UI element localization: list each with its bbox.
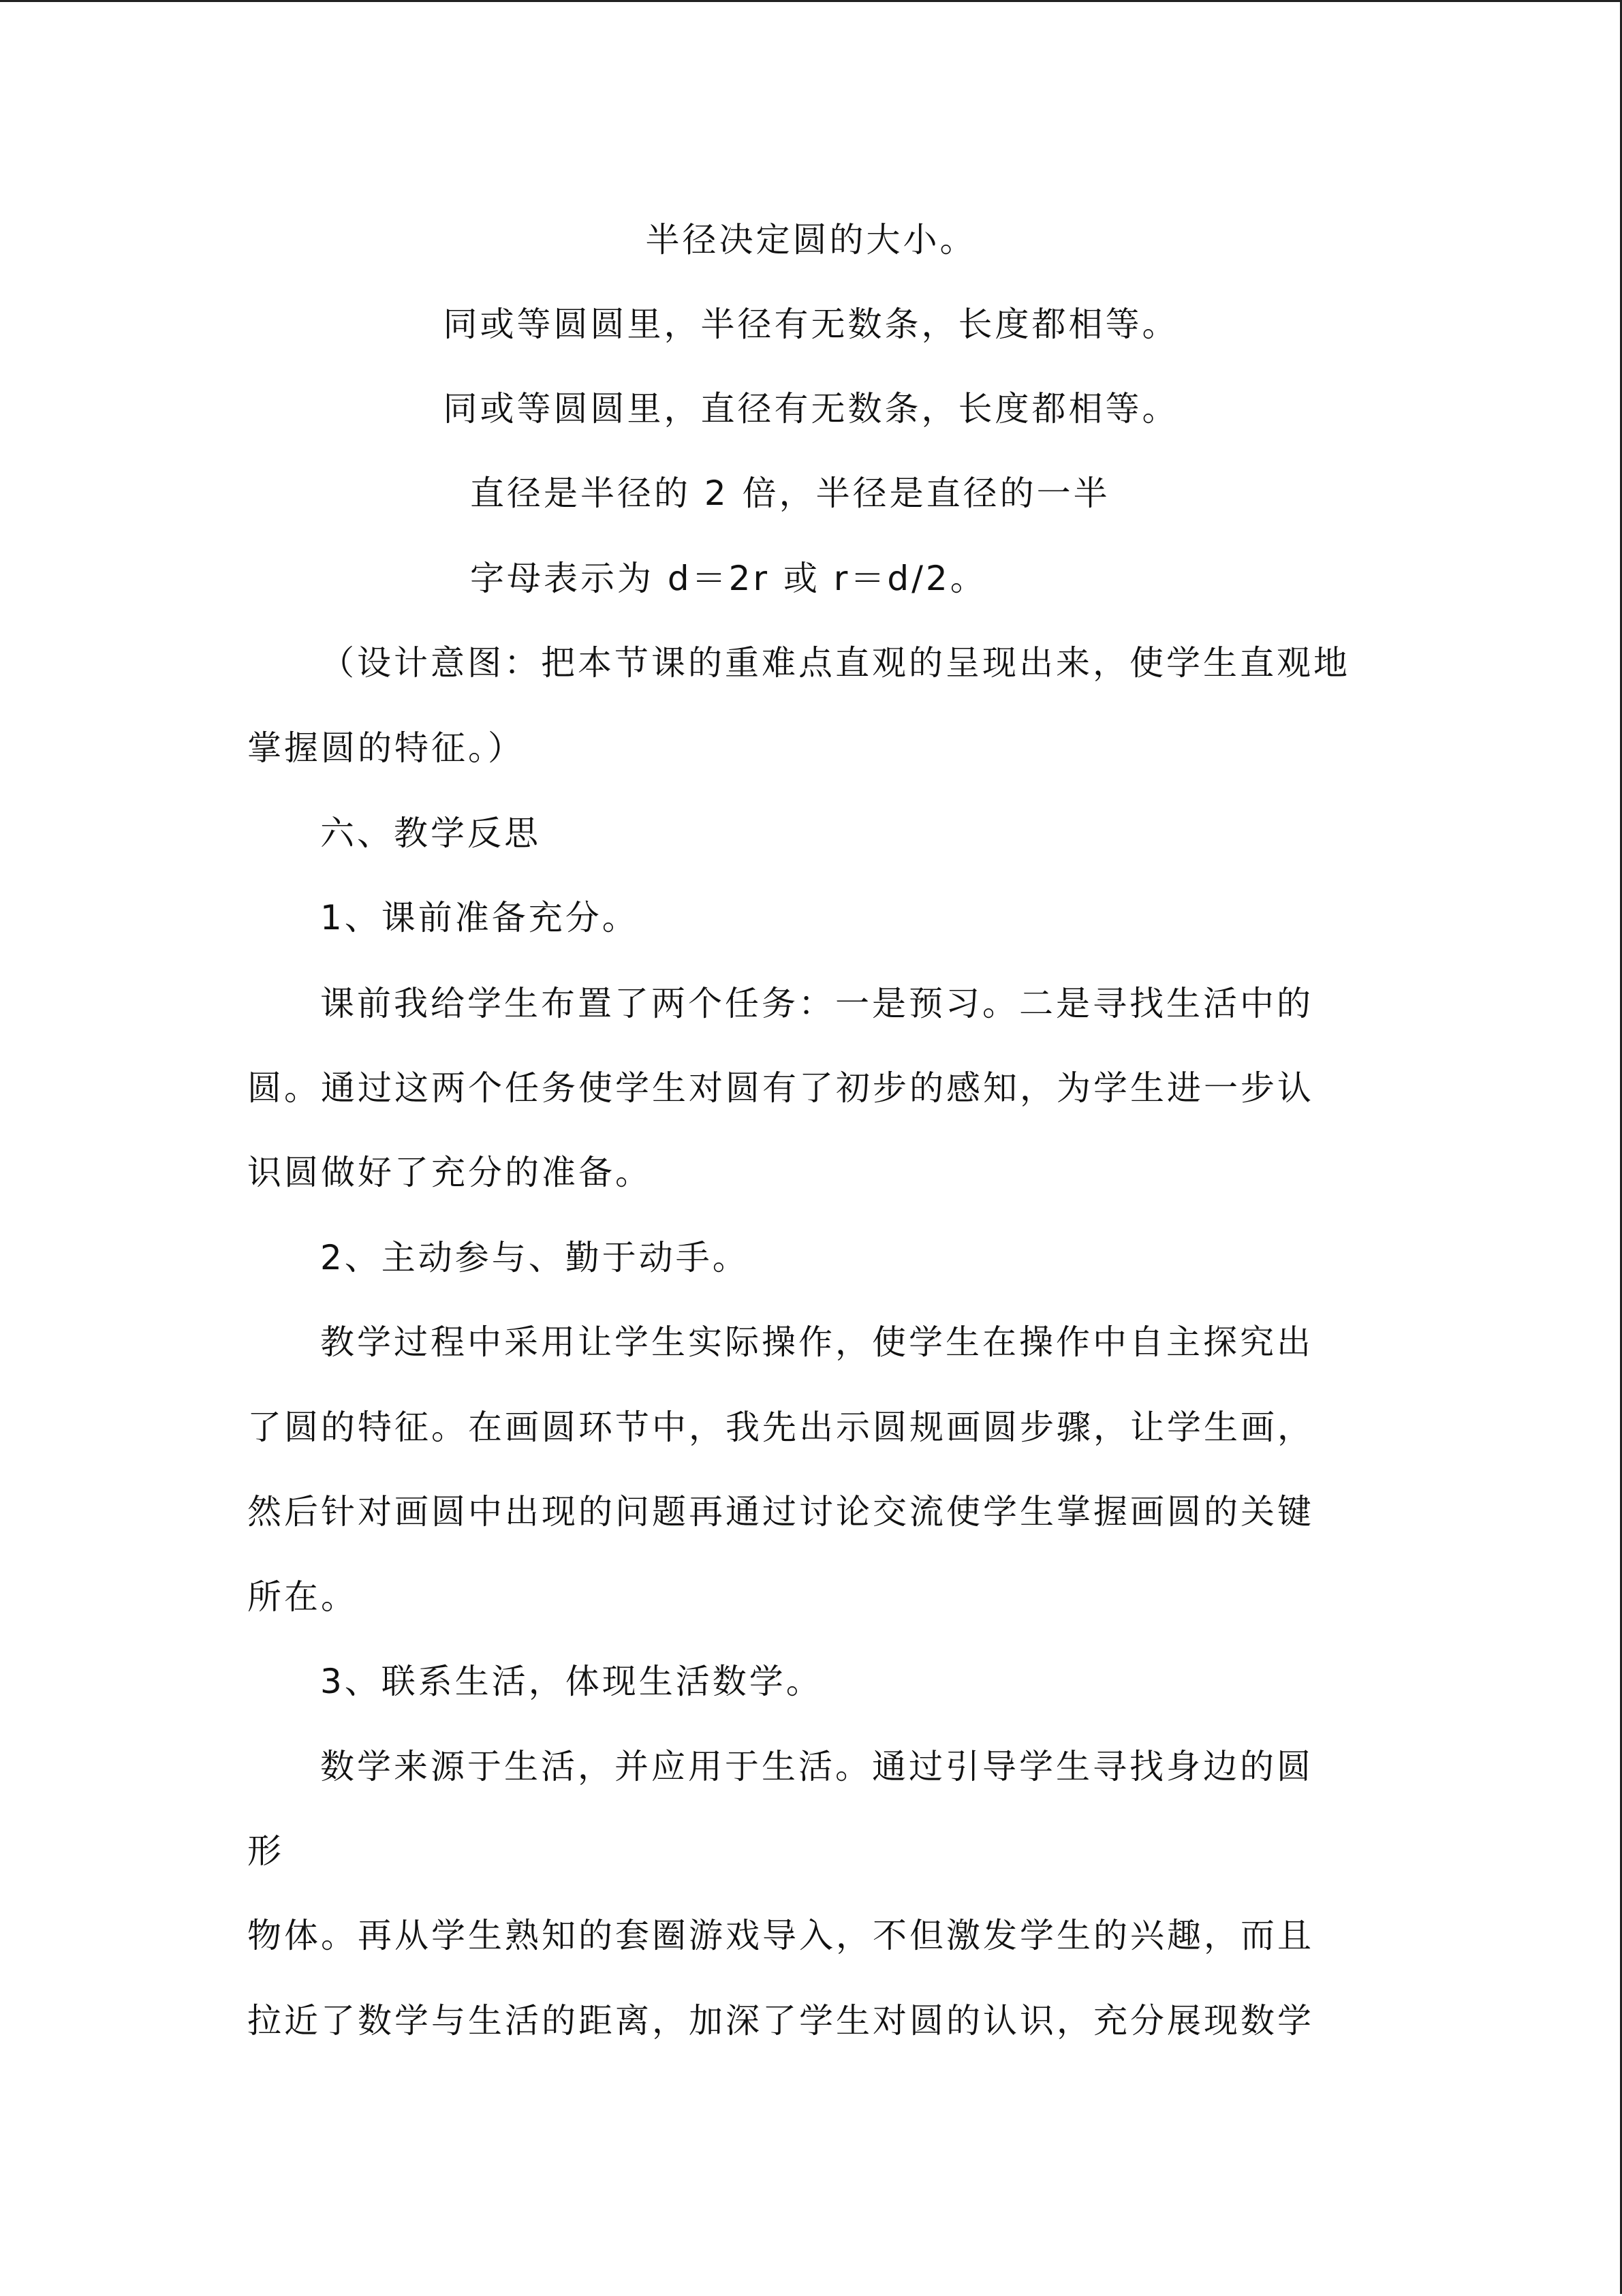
reflection-item-3-line: 形	[247, 1831, 284, 1871]
reflection-item-3-line: 数学来源于生活，并应用于生活。通过引导学生寻找身边的圆	[320, 1747, 1313, 1786]
summary-line-diameter-relation: 直径是半径的 2 倍，半径是直径的一半	[470, 474, 1110, 513]
summary-line-diameter-equal: 同或等圆圆里，直径有无数条，长度都相等。	[443, 389, 1179, 429]
design-intent-line-2: 掌握圆的特征。）	[247, 728, 525, 768]
section-heading-reflection: 六、教学反思	[320, 813, 541, 853]
reflection-item-1-line: 课前我给学生布置了两个任务：一是预习。二是寻找生活中的	[320, 984, 1313, 1023]
reflection-item-3-line: 物体。再从学生熟知的套圈游戏导入，不但激发学生的兴趣，而且	[247, 1916, 1314, 1955]
design-intent-line-1: （设计意图：把本节课的重难点直观的呈现出来，使学生直观地	[320, 643, 1350, 683]
reflection-item-2-line: 教学过程中采用让学生实际操作，使学生在操作中自主探究出	[320, 1322, 1313, 1362]
reflection-item-1-line: 识圆做好了充分的准备。	[247, 1153, 652, 1192]
reflection-item-2-line: 了圆的特征。在画圆环节中，我先出示圆规画圆步骤，让学生画，	[247, 1408, 1314, 1447]
reflection-item-3-title: 3、联系生活，体现生活数学。	[320, 1662, 823, 1701]
document-body	[0, 2, 1622, 2296]
reflection-item-1-line: 圆。通过这两个任务使学生对圆有了初步的感知，为学生进一步认	[247, 1068, 1314, 1108]
reflection-item-2-title: 2、主动参与、勤于动手。	[320, 1238, 749, 1277]
reflection-item-2-line: 所在。	[247, 1577, 358, 1617]
summary-line-radius-size: 半径决定圆的大小。	[645, 220, 977, 260]
reflection-item-1-title: 1、课前准备充分。	[320, 898, 639, 937]
summary-line-radius-equal: 同或等圆圆里，半径有无数条，长度都相等。	[443, 305, 1179, 344]
reflection-item-2-line: 然后针对画圆中出现的问题再通过讨论交流使学生掌握画圆的关键	[247, 1492, 1314, 1532]
summary-line-formula: 字母表示为 d＝2r 或 r＝d/2。	[470, 559, 987, 598]
reflection-item-3-line: 拉近了数学与生活的距离，加深了学生对圆的认识，充分展现数学	[247, 2001, 1314, 2041]
